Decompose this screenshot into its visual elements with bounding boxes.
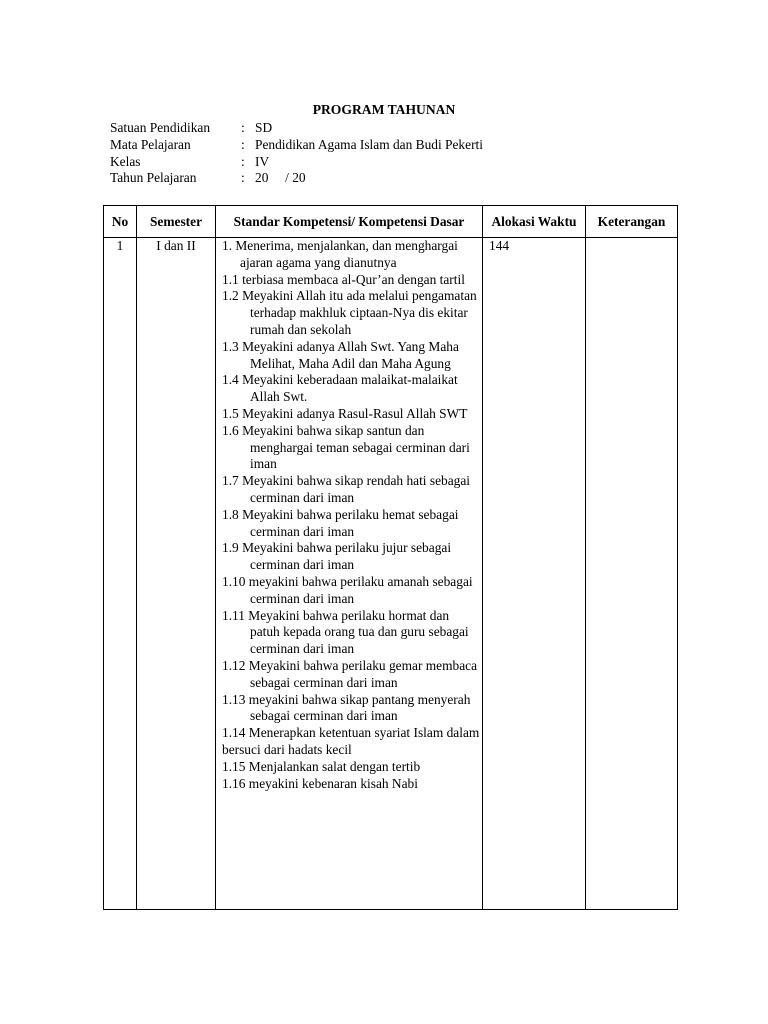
cell-keterangan — [586, 238, 678, 910]
info-value: 20 / 20 — [255, 170, 306, 186]
info-value: Pendidikan Agama Islam dan Budi Pekerti — [255, 136, 483, 152]
info-separator: : — [241, 120, 245, 135]
kd-item: 1.9 Meyakini bahwa perilaku jujur sebagai cerminan dari iman — [222, 540, 452, 573]
header-no: No — [104, 206, 137, 238]
info-row-tahun — [110, 170, 483, 187]
cell-no: 1 — [104, 238, 137, 910]
kd-item: 1.13 meyakini bahwa sikap pantang menyerah sebagai cerminan dari iman — [222, 691, 471, 724]
kd-item: 1.15 Menjalankan salat dengan tertib — [222, 758, 421, 774]
header-alokasi: Alokasi Waktu — [483, 206, 586, 238]
kd-item: 1.16 meyakini kebenaran kisah Nabi — [222, 775, 418, 791]
kd-item: 1.4 Meyakini keberadaan malaikat-malaikat Allah Swt. — [222, 372, 458, 405]
cell-alokasi: 144 — [483, 238, 586, 910]
info-row-satuan — [110, 120, 483, 137]
kd-item: 1.7 Meyakini bahwa sikap rendah hati sebagai cerminan dari iman — [222, 473, 471, 505]
info-value: SD — [255, 120, 273, 135]
kd-item: 1.5 Meyakini adanya Rasul-Rasul Allah SWT — [222, 405, 468, 421]
document-info — [110, 120, 483, 187]
kd-item: 1.8 Meyakini bahwa perilaku hemat sebagai cerminan dari iman — [222, 506, 459, 539]
cell-semester: I dan II — [137, 238, 216, 910]
header-kompetensi: Standar Kompetensi/ Kompetensi Dasar — [216, 206, 483, 238]
info-value: IV — [255, 153, 270, 169]
page-title: PROGRAM TAHUNAN — [312, 102, 456, 117]
info-row-mapel — [110, 137, 483, 154]
kd-item: 1.1 terbiasa membaca al-Qur’an dengan tartil — [222, 271, 465, 287]
program-table — [103, 205, 678, 910]
info-label: Kelas — [110, 153, 141, 169]
info-label: Mata Pelajaran — [110, 136, 191, 152]
kd-item: 1.6 Meyakini bahwa sikap santun dan menghargai teman sebagai cerminan dari iman — [222, 422, 470, 472]
info-row-kelas — [110, 154, 483, 171]
info-label: Tahun Pelajaran — [110, 170, 197, 186]
kd-item: 1.11 Meyakini bahwa perilaku hormat dan patuh kepada orang tua dan guru sebagai cerminan dari iman — [222, 607, 469, 657]
kd-item: 1.2 Meyakini Allah itu ada melalui pengamatan terhadap makhluk ciptaan-Nya dis ekitar rumah dan sekolah — [222, 288, 477, 337]
table-row — [104, 238, 678, 910]
kd-item: 1.10 meyakini bahwa perilaku amanah sebagai cerminan dari iman — [222, 573, 473, 606]
table-header-row — [104, 206, 678, 238]
header-keterangan: Keterangan — [586, 206, 678, 238]
cell-kompetensi — [216, 238, 483, 910]
info-separator: : — [241, 153, 245, 169]
info-separator: : — [241, 136, 245, 152]
kd-item: 1.12 Meyakini bahwa perilaku gemar membaca sebagai cerminan dari iman — [222, 657, 478, 690]
info-label: Satuan Pendidikan — [110, 120, 211, 135]
kd-item: 1.3 Meyakini adanya Allah Swt. Yang Maha Melihat, Maha Adil dan Maha Agung — [222, 338, 459, 371]
info-separator: : — [241, 170, 245, 186]
kd-item: 1.14 Menerapkan ketentuan syariat Islam dalam bersuci dari hadats kecil — [222, 725, 480, 757]
header-semester: Semester — [137, 206, 216, 238]
kd-item: 1. Menerima, menjalankan, dan menghargai ajaran agama yang dianutnya — [222, 238, 458, 270]
